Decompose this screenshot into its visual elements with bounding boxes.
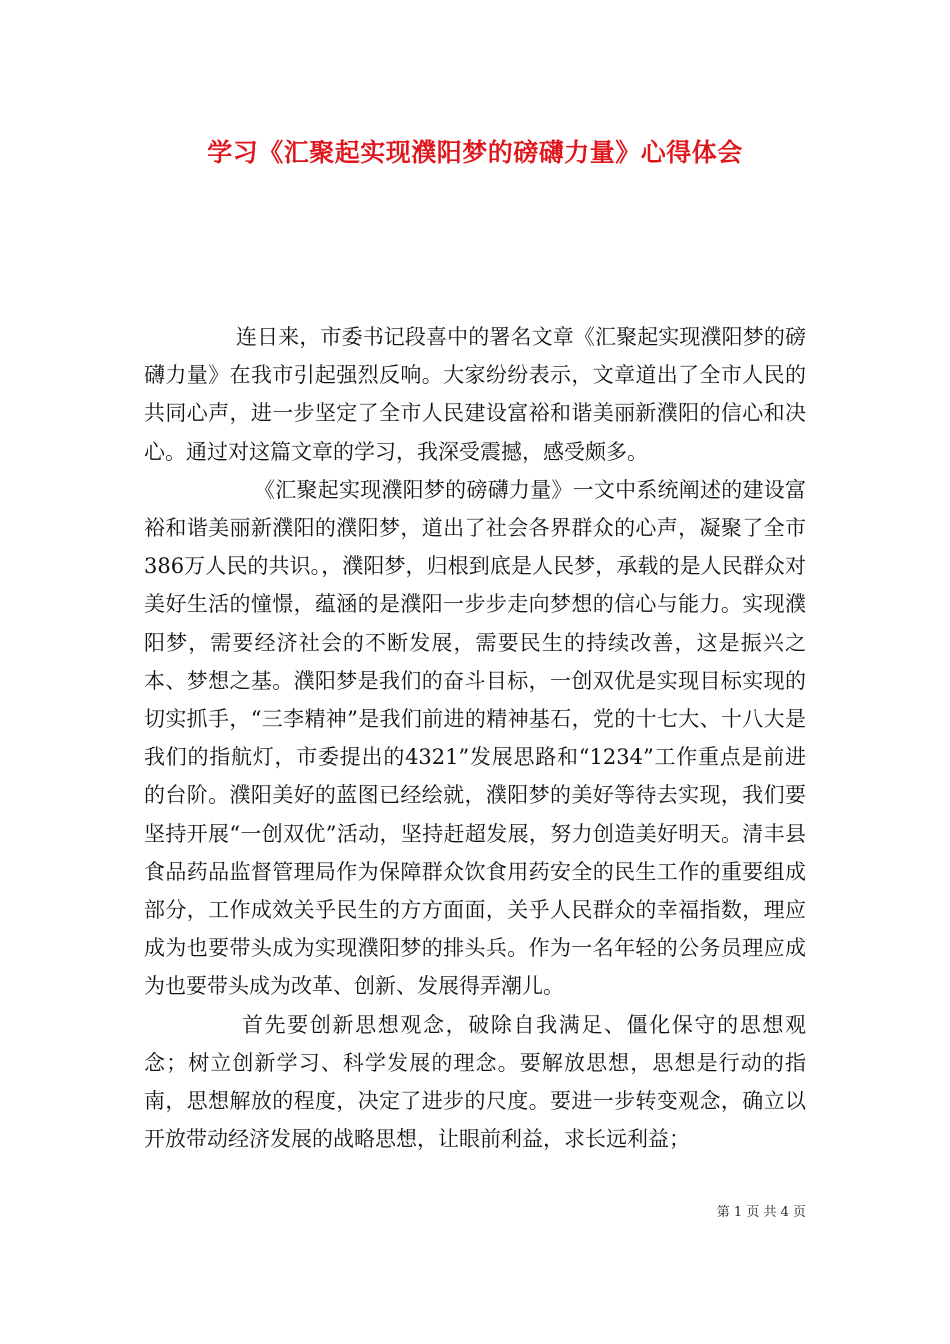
- document-title: 学习《汇聚起实现濮阳梦的磅礴力量》心得体会: [207, 138, 743, 167]
- page-number: 第 1 页 共 4 页: [716, 1205, 806, 1220]
- paragraph-1: 连日来，市委书记段喜中的署名文章《汇聚起实现濮阳梦的磅礴力量》在我市引起强烈反响。大家纷纷表示，文章道出了全市人民的共同心声，进一步坚定了全市人民建设富裕和谐美丽新濮阳的信心和决心。通过对这篇文章的学习，我深受震撼，感受颇多。: [144, 325, 806, 464]
- document-body: [144, 318, 806, 1158]
- paragraph-3: 首先要创新思想观念，破除自我满足、僵化保守的思想观念；树立创新学习、科学发展的理念。要解放思想，思想是行动的指南，思想解放的程度，决定了进步的尺度。要进一步转变观念，确立以开放带动经济发展的战略思想，让眼前利益，求长远利益；: [144, 1012, 806, 1152]
- paragraph-2: 《汇聚起实现濮阳梦的磅礴力量》一文中系统阐述的建设富裕和谐美丽新濮阳的濮阳梦，道出了社会各界群众的心声，凝聚了全市386万人民的共识。，濮阳梦，归根到底是人民梦，承载的是人民群众对美好生活的憧憬，蕴涵的是濮阳一步步走向梦想的信心与能力。实现濮阳梦，需要经济社会的不断发展，需要民生的持续改善，这是振兴之本、梦想之基。濮阳梦是我们的奋斗目标，一创双优是实现目标实现的切实抓手，“三李精神”是我们前进的精神基石，党的十七大、十八大是我们的指航灯，市委提出的4321”发展思路和“1234”工作重点是前进的台阶。濮阳美好的蓝图已经绘就，濮阳梦的美好等待去实现，我们要坚持开展“一创双优”活动，坚持赶超发展，努力创造美好明天。清丰县食品药品监督管理局作为保障群众饮食用药安全的民生工作的重要组成部分，工作成效关乎民生的方方面面，关乎人民群众的幸福指数，理应成为也要带头成为实现濮阳梦的排头兵。作为一名年轻的公务员理应成为也要带头成为改革、创新、发展得弄潮儿。: [144, 477, 806, 999]
